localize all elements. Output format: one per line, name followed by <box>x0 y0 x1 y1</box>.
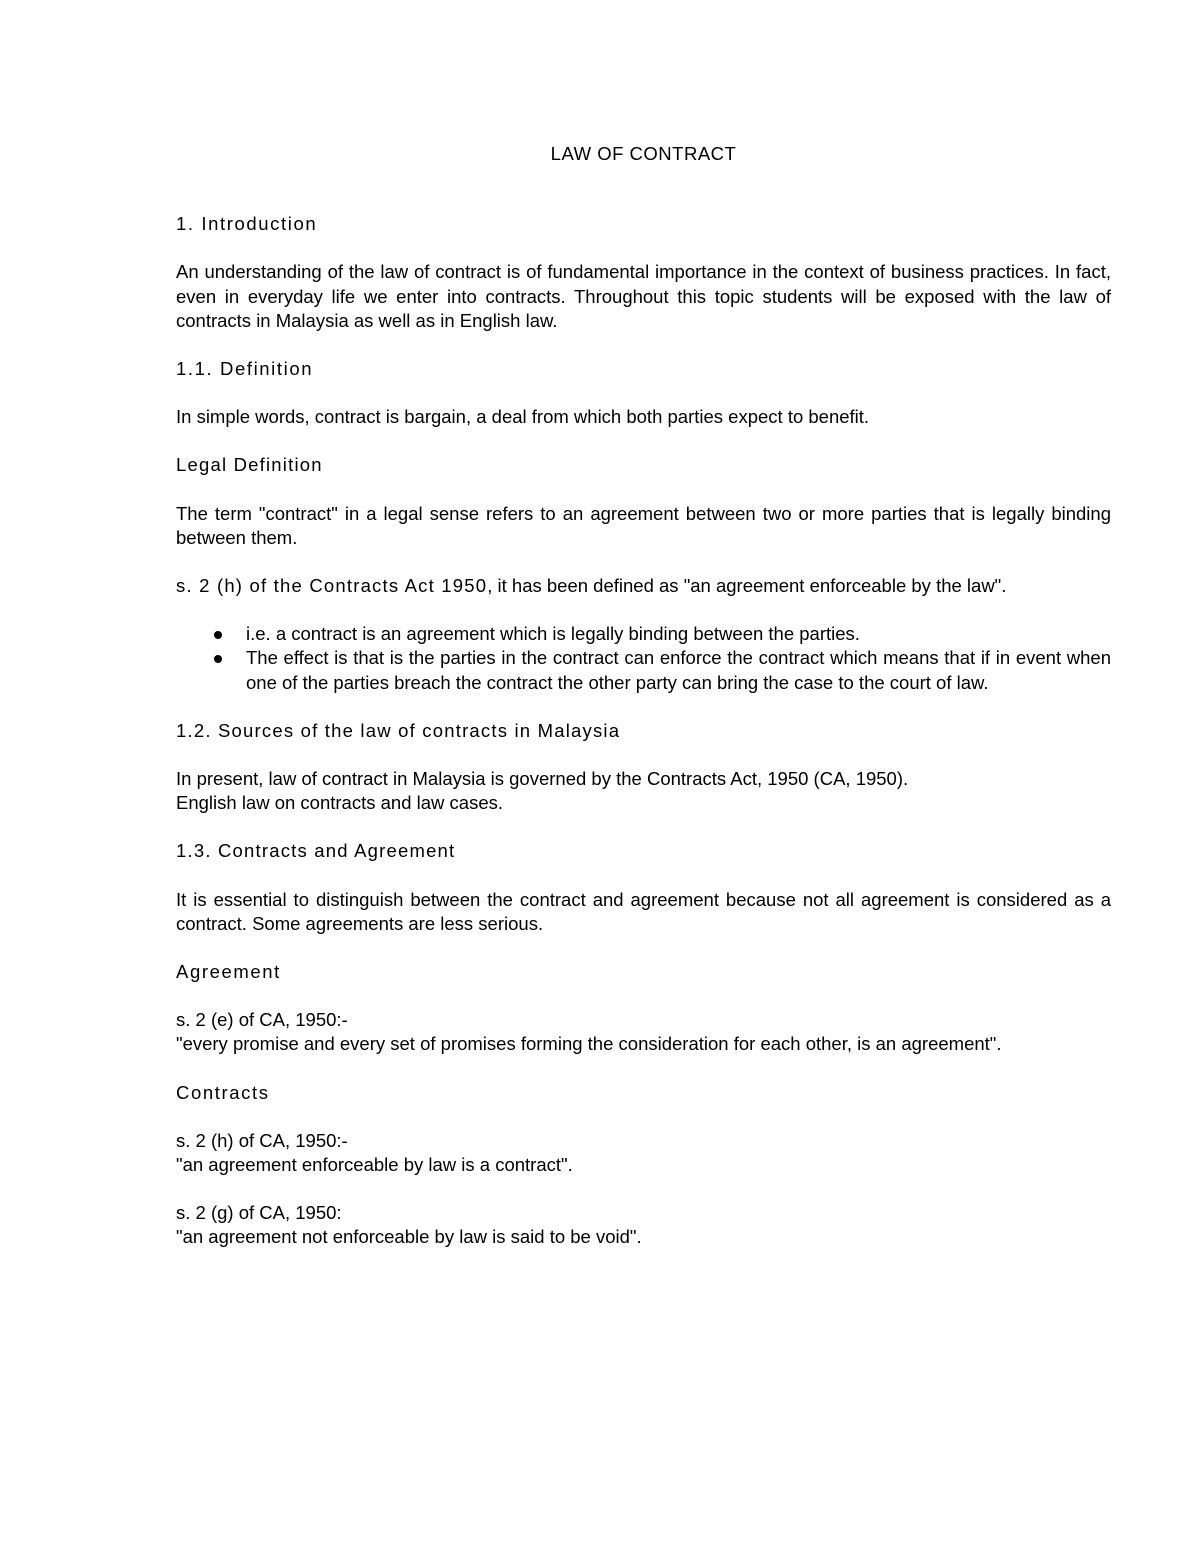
void-definition <box>176 1201 1111 1249</box>
definition-bullet-list <box>176 622 1111 695</box>
simple-definition-paragraph: In simple words, contract is bargain, a deal from which both parties expect to benefit. <box>176 406 870 428</box>
section-heading-introduction: 1. Introduction <box>176 213 318 235</box>
sources-paragraph <box>176 767 1111 815</box>
section-heading-sources: 1.2. Sources of the law of contracts in Malaysia <box>176 719 621 741</box>
bullet-icon <box>214 631 222 639</box>
list-item-text: i.e. a contract is an agreement which is legally binding between the parties. <box>246 623 860 645</box>
statute-definition-paragraph <box>176 574 1111 598</box>
document-page <box>176 142 1111 1274</box>
contract-reference: s. 2 (h) of CA, 1950:- <box>176 1129 348 1151</box>
list-item-text: The effect is that is the parties in the contract can enforce the contract which means that if in event when one of the parties breach the contract the other party can bring the case to the court of law. <box>246 647 1111 693</box>
contracts-heading: Contracts <box>176 1081 270 1103</box>
statute-definition-text: , it has been defined as "an agreement enforceable by the law". <box>487 575 1007 597</box>
contracts-agreement-paragraph: It is essential to distinguish between the contract and agreement because not all agreement is considered as a contract. Some agreements are less serious. <box>176 888 1111 934</box>
document-title: LAW OF CONTRACT <box>550 143 737 164</box>
introduction-paragraph: An understanding of the law of contract is of fundamental importance in the context of business practices. In fact, even in everyday life we enter into contracts. Throughout this topic students will be exposed with the law of contracts in Malaysia as well as in English law. <box>176 261 1111 331</box>
list-item <box>176 646 1111 694</box>
section-heading-definition: 1.1. Definition <box>176 358 314 380</box>
bullet-icon <box>214 655 222 663</box>
void-quote: "an agreement not enforceable by law is said to be void". <box>176 1226 642 1248</box>
legal-definition-paragraph: The term "contract" in a legal sense refers to an agreement between two or more parties that is legally binding between them. <box>176 502 1111 548</box>
sources-line-1: In present, law of contract in Malaysia is governed by the Contracts Act, 1950 (CA, 1950). <box>176 768 909 790</box>
legal-definition-heading: Legal Definition <box>176 454 323 476</box>
agreement-heading: Agreement <box>176 961 281 983</box>
void-reference: s. 2 (g) of CA, 1950: <box>176 1202 342 1224</box>
section-heading-contracts-agreement: 1.3. Contracts and Agreement <box>176 840 456 862</box>
agreement-definition <box>176 1008 1111 1056</box>
list-item <box>176 622 1111 646</box>
agreement-reference: s. 2 (e) of CA, 1950:- <box>176 1009 348 1031</box>
contract-definition <box>176 1129 1111 1177</box>
statute-reference: s. 2 (h) of the Contracts Act 1950 <box>176 575 488 597</box>
sources-line-2: English law on contracts and law cases. <box>176 792 504 814</box>
agreement-quote: "every promise and every set of promises forming the consideration for each other, is an agreement". <box>176 1033 1002 1055</box>
contract-quote: "an agreement enforceable by law is a contract". <box>176 1154 573 1176</box>
